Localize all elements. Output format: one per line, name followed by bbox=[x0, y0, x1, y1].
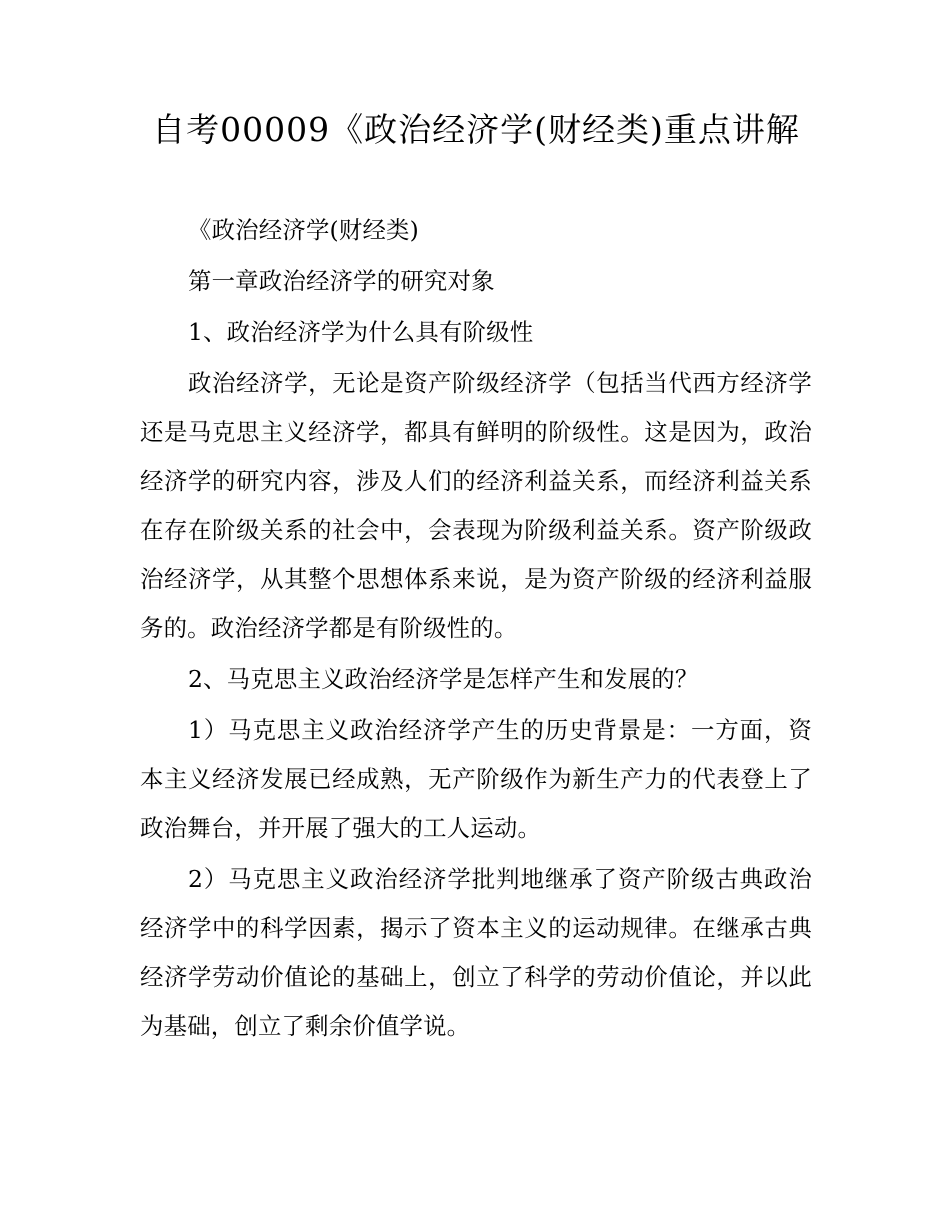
document-title: 自考00009《政治经济学(财经类)重点讲解 bbox=[152, 110, 800, 149]
chapter-heading: 第一章政治经济学的研究对象 bbox=[188, 267, 495, 295]
answer-paragraph-2-point-2: 2）马克思主义政治经济学批判地继承了资产阶级古典政治经济学中的科学因素，揭示了资本主义的运动规律。在继承古典经济学劳动价值论的基础上，创立了科学的劳动价值论，并以此为基础，创立了剩余价值学说。 bbox=[140, 865, 812, 1040]
question-heading-1: 1、政治经济学为什么具有阶级性 bbox=[188, 318, 534, 346]
answer-paragraph-2-point-1: 1）马克思主义政治经济学产生的历史背景是：一方面，资本主义经济发展已经成熟，无产阶级作为新生产力的代表登上了政治舞台，并开展了强大的工人运动。 bbox=[140, 716, 812, 842]
document-body bbox=[140, 206, 812, 1053]
answer-paragraph-1: 政治经济学，无论是资产阶级经济学（包括当代西方经济学还是马克思主义经济学，都具有鲜明的阶级性。这是因为，政治经济学的研究内容，涉及人们的经济利益关系，而经济利益关系在存在阶级关系的社会中，会表现为阶级利益关系。资产阶级政治经济学，从其整个思想体系来说，是为资产阶级的经济利益服务的。政治经济学都是有阶级性的。 bbox=[140, 369, 812, 642]
book-title-line: 《政治经济学(财经类) bbox=[188, 216, 419, 244]
question-heading-2: 2、马克思主义政治经济学是怎样产生和发展的？ bbox=[188, 665, 699, 693]
